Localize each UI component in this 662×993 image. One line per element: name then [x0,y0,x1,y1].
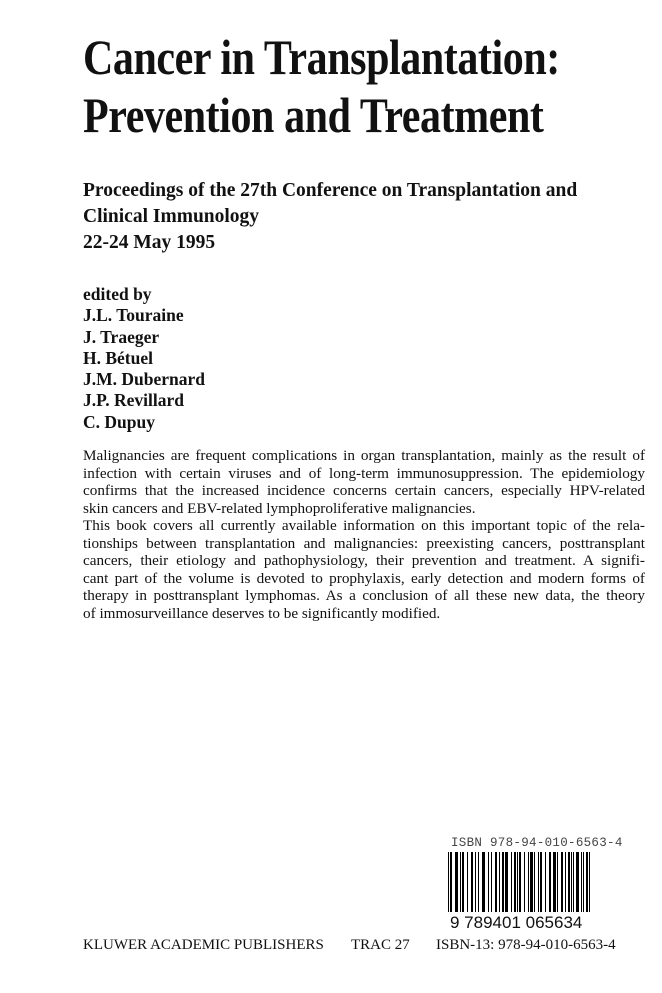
barcode-bar [576,852,579,912]
barcode-bar [517,852,518,912]
barcode-bar [495,852,497,912]
title-line: Cancer in Transplantation: [83,29,560,85]
editor-name: J.L. Touraine [83,305,184,326]
barcode-bar [568,852,570,912]
barcode-bar [530,852,533,912]
barcode-bar [505,852,508,912]
barcode-bar [557,852,558,912]
description [83,447,645,622]
barcode-isbn-label: ISBN 978-94-010-6563-4 [451,836,623,850]
barcode-bar [488,852,489,912]
description-line: infection with certain viruses and of long-term immunosuppression. The epidemiology [83,464,645,482]
subtitle-line: Clinical Immunology [83,206,260,227]
isbn13: ISBN-13: 978-94-010-6563-4 [436,937,616,953]
description-line: of immosurveillance deserves to be significantly modified. [83,604,441,622]
barcode-bar [565,852,566,912]
description-line: cancers, their etiology and pathophysiology, their prevention and treatment. A signifi- [83,552,645,570]
barcode-bar [499,852,500,912]
editor-name: J. Traeger [83,326,160,347]
barcode [448,852,593,912]
barcode-bar [524,852,525,912]
barcode-bar [448,852,449,912]
editor-name: J.P. Revillard [83,390,184,411]
barcode-bar [589,852,590,912]
barcode-bar [462,852,464,912]
barcode-bar [581,852,582,912]
editor-name: H. Bétuel [83,347,153,368]
barcode-bar [460,852,461,912]
description-line: cant part of the volume is devoted to prophylaxis, early detection and modern forms of [83,569,645,587]
barcode-bar [534,852,535,912]
barcode-bar [573,852,574,912]
barcode-bar [475,852,476,912]
barcode-bar [583,852,584,912]
barcode-bar [586,852,588,912]
title-line: Prevention and Treatment [83,87,544,143]
subtitle [83,178,577,256]
publisher-name: KLUWER ACADEMIC PUBLISHERS [83,937,324,953]
barcode-bar [471,852,473,912]
book-title [83,28,560,144]
description-line: Malignancies are frequent complications in organ transplantation, mainly as the result of [83,447,645,464]
barcode-bar [467,852,468,912]
barcode-digits: 9 789401 065634 [450,913,583,932]
series-label: TRAC 27 [351,937,410,953]
barcode-bar [545,852,546,912]
editors [83,284,205,433]
barcode-bar [502,852,504,912]
barcode-bar [528,852,529,912]
edited-by-label: edited by [83,284,152,304]
barcode-bar [553,852,556,912]
barcode-bar [478,852,479,912]
description-line: skin cancers and EBV-related lymphoproliferative malignancies. [83,499,476,517]
description-line: tionships between transplantation and malignancies: preexisting cancers, posttransplant [83,534,645,552]
barcode-bar [561,852,563,912]
barcode-bar [511,852,512,912]
conference-date: 22-24 May 1995 [83,232,216,253]
barcode-bar [491,852,492,912]
subtitle-line: Proceedings of the 27th Conference on Transplantation and [83,180,578,201]
description-line: This book covers all currently available information on this important topic of the rela- [83,517,645,535]
description-line: therapy in posttransplant lymphomas. As a conclusion of all these new data, the theory [83,587,645,605]
barcode-bar [519,852,521,912]
barcode-bar [549,852,551,912]
editor-name: C. Dupuy [83,411,155,432]
barcode-bar [450,852,452,912]
description-line: confirms that the increased incidence concerns certain cancers, especially HPV-related [83,482,645,500]
barcode-bar [538,852,539,912]
barcode-bar [455,852,458,912]
barcode-bar [514,852,516,912]
barcode-bar [571,852,572,912]
barcode-bar [482,852,485,912]
barcode-bar [540,852,542,912]
editor-name: J.M. Dubernard [83,369,206,390]
